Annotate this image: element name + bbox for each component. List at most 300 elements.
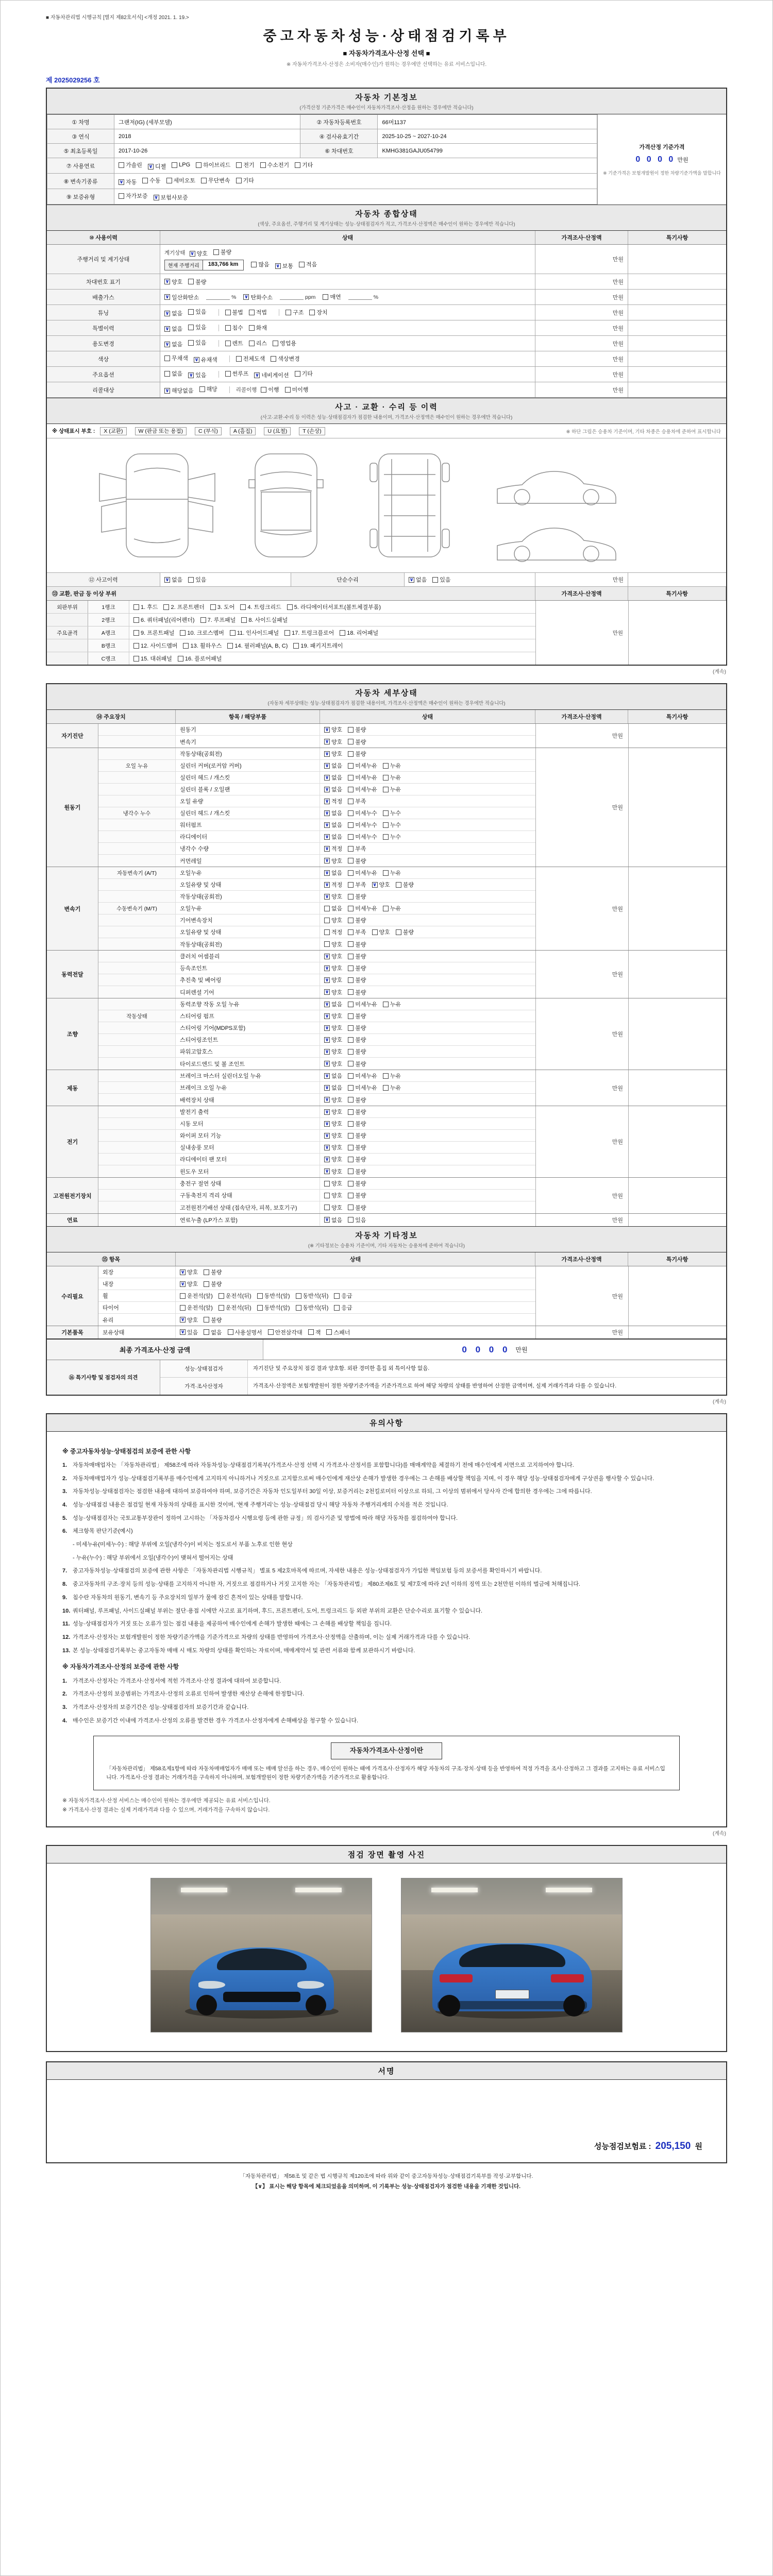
- checkbox-box[interactable]: [383, 834, 389, 840]
- checkbox-box[interactable]: ∨: [325, 977, 329, 983]
- checkbox-box[interactable]: [200, 617, 206, 623]
- checkbox-box[interactable]: [225, 325, 231, 331]
- checkbox-option[interactable]: [372, 928, 390, 936]
- checkbox-box[interactable]: [383, 775, 389, 781]
- checkbox-option[interactable]: [148, 162, 166, 171]
- checkbox-box[interactable]: [204, 1281, 209, 1287]
- checkbox-option[interactable]: [383, 761, 401, 770]
- checkbox-option[interactable]: [180, 1303, 213, 1312]
- checkbox-option[interactable]: [260, 161, 290, 169]
- checkbox-option[interactable]: [324, 1120, 342, 1128]
- checkbox-option[interactable]: [219, 1303, 251, 1312]
- checkbox-box[interactable]: [383, 810, 389, 816]
- checkbox-option[interactable]: [180, 1328, 198, 1336]
- checkbox-option[interactable]: [324, 940, 342, 948]
- checkbox-option[interactable]: [188, 308, 206, 316]
- checkbox-option[interactable]: [409, 575, 427, 584]
- checkbox-option[interactable]: [324, 785, 342, 793]
- checkbox-option[interactable]: [183, 641, 222, 650]
- checkbox-option[interactable]: [348, 1083, 377, 1092]
- checkbox-box[interactable]: ∨: [325, 1097, 329, 1103]
- checkbox-box[interactable]: [383, 763, 389, 769]
- checkbox-option[interactable]: [372, 880, 390, 889]
- checkbox-option[interactable]: [348, 1000, 377, 1008]
- checkbox-option[interactable]: [254, 371, 289, 379]
- checkbox-option[interactable]: [348, 928, 366, 936]
- checkbox-option[interactable]: [309, 308, 327, 316]
- checkbox-option[interactable]: [324, 1012, 342, 1020]
- checkbox-option[interactable]: [236, 354, 265, 363]
- checkbox-option[interactable]: [204, 1316, 222, 1324]
- checkbox-box[interactable]: [348, 882, 354, 888]
- checkbox-box[interactable]: ∨: [325, 762, 329, 769]
- checkbox-option[interactable]: [249, 339, 267, 347]
- checkbox-box[interactable]: [204, 1329, 209, 1335]
- checkbox-option[interactable]: [271, 354, 300, 363]
- checkbox-option[interactable]: [295, 369, 313, 378]
- checkbox-option[interactable]: [178, 654, 222, 663]
- checkbox-box[interactable]: [119, 193, 124, 199]
- checkbox-box[interactable]: ∨: [165, 341, 170, 347]
- checkbox-box[interactable]: [287, 604, 293, 610]
- checkbox-box[interactable]: [204, 1317, 209, 1323]
- checkbox-option[interactable]: [383, 1072, 401, 1080]
- checkbox-box[interactable]: [396, 929, 401, 935]
- checkbox-box[interactable]: [236, 178, 242, 183]
- checkbox-option[interactable]: [324, 1131, 342, 1140]
- checkbox-box[interactable]: [324, 1181, 330, 1187]
- checkbox-option[interactable]: [133, 603, 158, 611]
- checkbox-box[interactable]: [348, 834, 354, 840]
- checkbox-box[interactable]: ∨: [165, 326, 170, 332]
- checkbox-box[interactable]: ∨: [409, 577, 414, 583]
- checkbox-option[interactable]: [163, 603, 204, 611]
- checkbox-box[interactable]: ∨: [325, 1025, 329, 1031]
- checkbox-option[interactable]: [119, 192, 148, 200]
- checkbox-box[interactable]: [241, 617, 247, 623]
- checkbox-box[interactable]: [164, 355, 170, 361]
- checkbox-box[interactable]: [348, 1121, 354, 1127]
- checkbox-box[interactable]: ∨: [325, 845, 329, 852]
- checkbox-box[interactable]: ∨: [165, 310, 170, 316]
- checkbox-option[interactable]: [348, 750, 366, 758]
- checkbox-option[interactable]: [164, 575, 182, 584]
- checkbox-option[interactable]: [324, 904, 342, 912]
- checkbox-box[interactable]: [348, 1168, 354, 1174]
- checkbox-option[interactable]: [396, 880, 414, 889]
- checkbox-box[interactable]: [133, 617, 139, 623]
- checkbox-box[interactable]: ∨: [165, 279, 170, 284]
- checkbox-box[interactable]: ∨: [325, 1048, 329, 1055]
- checkbox-box[interactable]: [295, 162, 300, 168]
- checkbox-box[interactable]: ∨: [325, 1156, 329, 1162]
- checkbox-option[interactable]: [261, 385, 279, 394]
- checkbox-option[interactable]: [285, 385, 309, 394]
- checkbox-box[interactable]: [213, 249, 219, 255]
- checkbox-option[interactable]: [133, 629, 174, 637]
- checkbox-option[interactable]: [324, 916, 342, 924]
- checkbox-box[interactable]: [324, 929, 330, 935]
- checkbox-box[interactable]: [257, 1305, 263, 1311]
- checkbox-box[interactable]: ∨: [325, 810, 329, 816]
- checkbox-option[interactable]: [348, 1108, 366, 1116]
- checkbox-option[interactable]: [383, 809, 401, 817]
- checkbox-box[interactable]: ∨: [325, 774, 329, 781]
- checkbox-option[interactable]: [164, 369, 182, 378]
- checkbox-box[interactable]: ∨: [180, 1329, 185, 1335]
- checkbox-box[interactable]: [133, 630, 139, 636]
- checkbox-box[interactable]: ∨: [325, 786, 329, 792]
- checkbox-option[interactable]: [204, 1268, 222, 1276]
- checkbox-box[interactable]: ∨: [325, 1168, 329, 1174]
- checkbox-box[interactable]: ∨: [165, 294, 170, 300]
- checkbox-box[interactable]: [348, 1133, 354, 1139]
- checkbox-option[interactable]: [180, 1292, 213, 1300]
- checkbox-option[interactable]: [348, 809, 377, 817]
- checkbox-box[interactable]: [334, 1305, 340, 1311]
- checkbox-box[interactable]: [199, 386, 205, 392]
- checkbox-box[interactable]: ∨: [325, 1217, 329, 1223]
- checkbox-box[interactable]: [348, 751, 354, 757]
- checkbox-option[interactable]: [324, 1024, 342, 1032]
- checkbox-box[interactable]: [348, 1025, 354, 1031]
- checkbox-option[interactable]: [383, 821, 401, 829]
- checkbox-option[interactable]: [188, 575, 206, 584]
- checkbox-box[interactable]: [295, 371, 300, 377]
- checkbox-option[interactable]: [164, 293, 199, 301]
- checkbox-box[interactable]: [119, 162, 124, 168]
- checkbox-box[interactable]: [308, 1329, 314, 1335]
- checkbox-option[interactable]: [257, 1292, 290, 1300]
- checkbox-box[interactable]: [348, 954, 354, 959]
- checkbox-option[interactable]: [172, 162, 190, 168]
- checkbox-option[interactable]: [190, 249, 208, 258]
- checkbox-option[interactable]: [324, 988, 342, 996]
- checkbox-option[interactable]: [225, 308, 243, 316]
- checkbox-box[interactable]: ∨: [325, 1121, 329, 1127]
- checkbox-box[interactable]: [324, 906, 330, 911]
- checkbox-option[interactable]: [324, 1096, 342, 1104]
- checkbox-box[interactable]: [230, 630, 236, 636]
- checkbox-option[interactable]: [324, 857, 342, 865]
- checkbox-box[interactable]: [383, 870, 389, 876]
- checkbox-box[interactable]: [348, 941, 354, 947]
- checkbox-option[interactable]: [204, 1328, 222, 1336]
- checkbox-box[interactable]: [383, 787, 389, 792]
- checkbox-option[interactable]: [180, 629, 224, 637]
- checkbox-box[interactable]: ∨: [165, 387, 170, 394]
- checkbox-box[interactable]: [348, 906, 354, 911]
- checkbox-box[interactable]: [225, 371, 231, 377]
- checkbox-box[interactable]: ∨: [325, 834, 329, 840]
- checkbox-option[interactable]: [324, 869, 342, 877]
- checkbox-option[interactable]: [348, 1036, 366, 1044]
- checkbox-option[interactable]: [166, 176, 196, 184]
- checkbox-option[interactable]: [293, 641, 343, 650]
- checkbox-option[interactable]: [268, 1328, 303, 1336]
- checkbox-box[interactable]: [299, 262, 305, 267]
- checkbox-option[interactable]: [348, 833, 377, 841]
- checkbox-option[interactable]: [200, 616, 236, 624]
- checkbox-box[interactable]: ∨: [189, 372, 193, 378]
- checkbox-option[interactable]: [142, 176, 160, 184]
- checkbox-box[interactable]: [251, 262, 257, 267]
- checkbox-box[interactable]: [188, 577, 194, 583]
- checkbox-option[interactable]: [180, 1268, 198, 1276]
- checkbox-option[interactable]: [348, 1072, 377, 1080]
- checkbox-box[interactable]: [236, 162, 242, 168]
- checkbox-option[interactable]: [348, 761, 377, 770]
- checkbox-box[interactable]: [285, 387, 291, 393]
- checkbox-box[interactable]: [348, 1109, 354, 1115]
- checkbox-option[interactable]: [348, 976, 366, 984]
- checkbox-option[interactable]: [164, 325, 182, 333]
- checkbox-box[interactable]: [348, 894, 354, 900]
- checkbox-option[interactable]: [219, 1292, 251, 1300]
- checkbox-option[interactable]: [348, 880, 366, 889]
- checkbox-option[interactable]: [334, 1292, 352, 1300]
- checkbox-box[interactable]: [348, 1205, 354, 1210]
- checkbox-box[interactable]: ∨: [325, 1073, 329, 1079]
- checkbox-option[interactable]: [213, 248, 231, 256]
- checkbox-option[interactable]: [210, 603, 234, 611]
- checkbox-box[interactable]: ∨: [244, 294, 249, 300]
- checkbox-box[interactable]: [180, 1305, 186, 1311]
- checkbox-box[interactable]: ∨: [325, 1013, 329, 1019]
- checkbox-option[interactable]: [324, 844, 342, 853]
- checkbox-box[interactable]: [324, 941, 330, 947]
- checkbox-box[interactable]: [240, 604, 246, 610]
- checkbox-box[interactable]: [178, 656, 183, 662]
- checkbox-box[interactable]: ∨: [119, 179, 124, 185]
- checkbox-option[interactable]: [348, 1191, 366, 1199]
- checkbox-option[interactable]: [227, 641, 288, 650]
- checkbox-box[interactable]: [210, 604, 216, 610]
- checkbox-option[interactable]: [348, 904, 377, 912]
- checkbox-option[interactable]: [348, 1060, 366, 1068]
- checkbox-option[interactable]: [324, 1143, 342, 1151]
- checkbox-option[interactable]: [324, 1072, 342, 1080]
- checkbox-option[interactable]: [299, 260, 317, 268]
- checkbox-option[interactable]: [164, 340, 182, 348]
- checkbox-option[interactable]: [383, 1000, 401, 1008]
- checkbox-option[interactable]: [340, 629, 378, 637]
- checkbox-box[interactable]: [284, 630, 290, 636]
- checkbox-box[interactable]: ∨: [325, 1109, 329, 1115]
- checkbox-box[interactable]: ∨: [154, 194, 159, 200]
- checkbox-option[interactable]: [249, 324, 267, 332]
- checkbox-box[interactable]: [163, 604, 169, 610]
- checkbox-box[interactable]: [133, 604, 139, 610]
- checkbox-option[interactable]: [383, 833, 401, 841]
- checkbox-box[interactable]: [271, 356, 276, 362]
- checkbox-box[interactable]: [348, 1002, 354, 1007]
- checkbox-option[interactable]: [348, 1155, 366, 1163]
- checkbox-box[interactable]: [348, 977, 354, 983]
- checkbox-option[interactable]: [257, 1303, 290, 1312]
- checkbox-option[interactable]: [249, 308, 267, 316]
- checkbox-box[interactable]: [432, 577, 438, 583]
- checkbox-option[interactable]: [324, 1179, 342, 1188]
- checkbox-box[interactable]: [348, 1145, 354, 1150]
- checkbox-option[interactable]: [348, 821, 377, 829]
- checkbox-box[interactable]: [285, 310, 291, 315]
- checkbox-option[interactable]: [324, 928, 342, 936]
- checkbox-option[interactable]: [296, 1292, 329, 1300]
- checkbox-box[interactable]: ∨: [325, 1061, 329, 1066]
- checkbox-box[interactable]: [348, 1037, 354, 1043]
- checkbox-option[interactable]: [348, 1120, 366, 1128]
- checkbox-box[interactable]: [225, 341, 231, 346]
- checkbox-option[interactable]: [348, 1131, 366, 1140]
- checkbox-box[interactable]: [219, 1293, 224, 1299]
- checkbox-box[interactable]: [334, 1293, 340, 1299]
- checkbox-option[interactable]: [285, 308, 304, 316]
- checkbox-box[interactable]: [296, 1305, 301, 1311]
- checkbox-option[interactable]: [348, 1096, 366, 1104]
- checkbox-option[interactable]: [348, 1179, 366, 1188]
- checkbox-box[interactable]: [249, 310, 255, 315]
- checkbox-box[interactable]: ∨: [325, 893, 329, 900]
- checkbox-box[interactable]: [236, 356, 242, 362]
- checkbox-box[interactable]: [225, 310, 231, 315]
- checkbox-box[interactable]: [348, 739, 354, 744]
- checkbox-box[interactable]: [188, 325, 194, 330]
- checkbox-option[interactable]: [324, 1155, 342, 1163]
- checkbox-box[interactable]: [348, 918, 354, 923]
- checkbox-option[interactable]: [348, 725, 366, 734]
- checkbox-box[interactable]: [296, 1293, 301, 1299]
- checkbox-option[interactable]: [348, 1047, 366, 1056]
- checkbox-box[interactable]: ∨: [325, 739, 329, 744]
- checkbox-option[interactable]: [180, 1280, 198, 1288]
- checkbox-box[interactable]: [326, 1329, 332, 1335]
- checkbox-option[interactable]: [348, 844, 366, 853]
- checkbox-box[interactable]: ∨: [325, 1084, 329, 1091]
- checkbox-box[interactable]: [348, 989, 354, 995]
- checkbox-box[interactable]: [273, 341, 278, 346]
- checkbox-box[interactable]: ∨: [325, 726, 329, 733]
- checkbox-option[interactable]: [308, 1328, 321, 1336]
- checkbox-option[interactable]: [348, 773, 377, 782]
- checkbox-box[interactable]: ∨: [325, 822, 329, 828]
- checkbox-box[interactable]: ∨: [325, 1144, 329, 1150]
- checkbox-option[interactable]: [204, 1280, 222, 1288]
- checkbox-box[interactable]: [164, 371, 170, 377]
- checkbox-option[interactable]: [348, 1012, 366, 1020]
- checkbox-option[interactable]: [119, 178, 137, 186]
- checkbox-option[interactable]: [273, 339, 296, 347]
- checkbox-box[interactable]: [348, 1157, 354, 1162]
- checkbox-option[interactable]: [396, 928, 414, 936]
- checkbox-box[interactable]: [268, 1329, 274, 1335]
- checkbox-box[interactable]: [257, 1293, 263, 1299]
- checkbox-option[interactable]: [164, 309, 182, 317]
- checkbox-option[interactable]: [324, 761, 342, 770]
- checkbox-option[interactable]: [324, 1083, 342, 1092]
- checkbox-option[interactable]: [133, 616, 195, 624]
- checkbox-box[interactable]: [166, 178, 172, 183]
- checkbox-option[interactable]: [348, 797, 366, 805]
- checkbox-box[interactable]: [180, 1293, 186, 1299]
- checkbox-option[interactable]: [348, 892, 366, 901]
- checkbox-box[interactable]: ∨: [180, 1269, 185, 1275]
- checkbox-option[interactable]: [348, 738, 366, 746]
- checkbox-option[interactable]: [324, 964, 342, 972]
- checkbox-option[interactable]: [133, 641, 177, 650]
- checkbox-box[interactable]: ∨: [190, 250, 195, 257]
- checkbox-box[interactable]: [180, 630, 186, 636]
- checkbox-option[interactable]: [348, 1204, 366, 1212]
- checkbox-box[interactable]: ∨: [325, 1001, 329, 1007]
- checkbox-option[interactable]: [324, 892, 342, 901]
- checkbox-option[interactable]: [348, 916, 366, 924]
- checkbox-box[interactable]: ∨: [325, 989, 329, 995]
- checkbox-box[interactable]: [261, 387, 266, 393]
- checkbox-option[interactable]: [164, 278, 182, 286]
- checkbox-box[interactable]: ∨: [325, 858, 329, 863]
- checkbox-box[interactable]: [183, 643, 189, 649]
- checkbox-option[interactable]: [383, 1083, 401, 1092]
- checkbox-option[interactable]: [324, 1000, 342, 1008]
- checkbox-option[interactable]: [154, 193, 188, 201]
- checkbox-option[interactable]: [383, 773, 401, 782]
- checkbox-box[interactable]: [348, 870, 354, 876]
- checkbox-box[interactable]: [293, 643, 299, 649]
- checkbox-box[interactable]: [133, 643, 139, 649]
- checkbox-box[interactable]: ∨: [180, 1317, 185, 1323]
- checkbox-box[interactable]: [348, 799, 354, 804]
- checkbox-option[interactable]: [324, 880, 342, 889]
- checkbox-box[interactable]: [249, 325, 255, 331]
- checkbox-option[interactable]: [188, 338, 206, 347]
- checkbox-option[interactable]: [324, 1216, 342, 1224]
- checkbox-box[interactable]: [324, 1205, 330, 1210]
- checkbox-box[interactable]: ∨: [255, 372, 259, 378]
- checkbox-box[interactable]: [348, 1085, 354, 1091]
- checkbox-option[interactable]: [188, 371, 206, 379]
- checkbox-box[interactable]: [340, 630, 345, 636]
- checkbox-option[interactable]: [119, 161, 142, 169]
- checkbox-box[interactable]: ∨: [148, 163, 153, 170]
- checkbox-box[interactable]: [260, 162, 266, 168]
- checkbox-box[interactable]: [383, 906, 389, 911]
- checkbox-option[interactable]: [324, 738, 342, 746]
- checkbox-box[interactable]: [196, 162, 201, 168]
- checkbox-option[interactable]: [188, 278, 206, 286]
- checkbox-option[interactable]: [348, 869, 377, 877]
- checkbox-box[interactable]: [396, 882, 401, 888]
- checkbox-box[interactable]: [324, 918, 330, 923]
- checkbox-option[interactable]: [324, 1060, 342, 1068]
- checkbox-option[interactable]: [324, 1191, 342, 1199]
- checkbox-box[interactable]: [324, 1193, 330, 1198]
- checkbox-option[interactable]: [225, 324, 243, 332]
- checkbox-option[interactable]: [324, 821, 342, 829]
- checkbox-option[interactable]: [230, 629, 279, 637]
- checkbox-box[interactable]: [383, 1085, 389, 1091]
- checkbox-option[interactable]: [240, 603, 281, 611]
- checkbox-box[interactable]: [348, 1061, 354, 1066]
- checkbox-option[interactable]: [324, 797, 342, 805]
- checkbox-option[interactable]: [383, 869, 401, 877]
- checkbox-box[interactable]: ∨: [325, 1037, 329, 1043]
- checkbox-box[interactable]: [309, 310, 315, 315]
- checkbox-box[interactable]: [172, 162, 177, 168]
- checkbox-option[interactable]: [324, 773, 342, 782]
- checkbox-box[interactable]: [219, 1305, 224, 1311]
- checkbox-box[interactable]: [348, 858, 354, 863]
